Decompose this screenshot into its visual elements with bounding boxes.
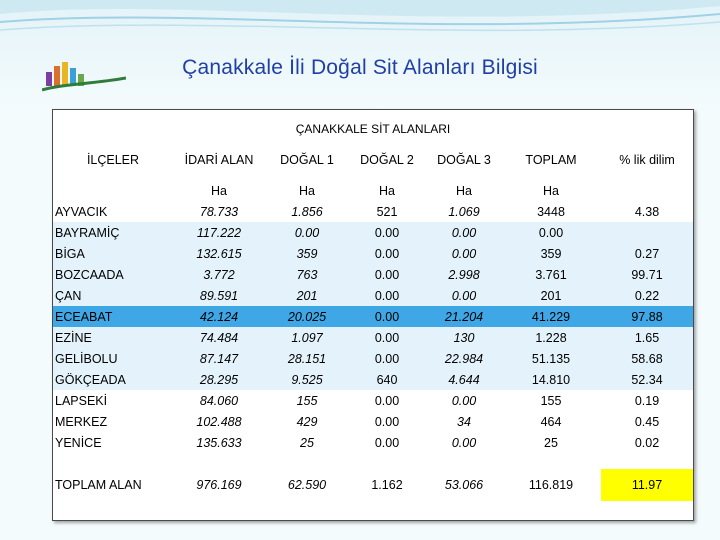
cell-d2: 0.00: [347, 285, 427, 306]
unit-cell: Ha: [347, 180, 427, 201]
column-header: % lik dilim: [619, 152, 675, 167]
table-row: [53, 432, 693, 453]
cell-toplam: 1.228: [501, 327, 601, 348]
unit-cell: Ha: [267, 180, 347, 201]
cell-d1: 25: [267, 432, 347, 453]
cell-pct: 4.38: [601, 201, 693, 222]
column-header: İLÇELER: [86, 153, 140, 167]
cell-idari: 84.060: [171, 390, 267, 411]
cell-idari: 74.484: [171, 327, 267, 348]
cell-idari: 78.733: [171, 201, 267, 222]
cell-ilce: ÇAN: [53, 285, 171, 306]
cell-d2: 0.00: [347, 264, 427, 285]
cell-d1: 1.856: [267, 201, 347, 222]
cell-d2: 0.00: [347, 411, 427, 432]
cell-toplam: 0.00: [501, 222, 601, 243]
cell-d2: 0.00: [347, 432, 427, 453]
cell-ilce: EZİNE: [53, 327, 171, 348]
table-row: [53, 243, 693, 264]
cell-toplam: 359: [501, 243, 601, 264]
cell-toplam: 155: [501, 390, 601, 411]
unit-cell: Ha: [427, 180, 501, 201]
cell-d3: 1.069: [427, 201, 501, 222]
cell-d2: 640: [347, 369, 427, 390]
cell-d1: 28.151: [267, 348, 347, 369]
cell-ilce: ECEABAT: [53, 306, 171, 327]
cell-d1: 9.525: [267, 369, 347, 390]
unit-cell: Ha: [501, 180, 601, 201]
cell-pct: 99.71: [601, 264, 693, 285]
cell-d1: 359: [267, 243, 347, 264]
table-row: [53, 348, 693, 369]
cell-ilce: BAYRAMİÇ: [53, 222, 171, 243]
units-row: [53, 180, 693, 201]
cell-toplam: 41.229: [501, 306, 601, 327]
cell-d2: 0.00: [347, 348, 427, 369]
cell-ilce: MERKEZ: [53, 411, 171, 432]
total-ilce: TOPLAM ALAN: [53, 469, 171, 501]
cell-ilce: GÖKÇEADA: [53, 369, 171, 390]
cell-d1: 0.00: [267, 222, 347, 243]
total-d3: 53.066: [427, 469, 501, 501]
cell-d2: 0.00: [347, 222, 427, 243]
cell-d2: 0.00: [347, 390, 427, 411]
cell-idari: 102.488: [171, 411, 267, 432]
cell-pct: 0.22: [601, 285, 693, 306]
column-header: DOĞAL 1: [280, 153, 334, 167]
cell-d3: 0.00: [427, 243, 501, 264]
table-row: [53, 264, 693, 285]
cell-d2: 0.00: [347, 306, 427, 327]
table-row: [53, 390, 693, 411]
cell-toplam: 51.135: [501, 348, 601, 369]
cell-ilce: LAPSEKİ: [53, 390, 171, 411]
cell-d3: 0.00: [427, 222, 501, 243]
cell-d2: 0.00: [347, 327, 427, 348]
cell-d1: 155: [267, 390, 347, 411]
total-idari: 976.169: [171, 469, 267, 501]
cell-d1: 20.025: [267, 306, 347, 327]
table-row: [53, 222, 693, 243]
cell-d2: 521: [347, 201, 427, 222]
cell-idari: 117.222: [171, 222, 267, 243]
cell-pct: 52.34: [601, 369, 693, 390]
sit-alanlari-table: [53, 140, 693, 501]
cell-d1: 429: [267, 411, 347, 432]
total-toplam: 116.819: [501, 469, 601, 501]
total-d1: 62.590: [267, 469, 347, 501]
cell-pct: 97.88: [601, 306, 693, 327]
total-pct: 11.97: [601, 469, 693, 501]
cell-idari: 28.295: [171, 369, 267, 390]
header-row: [53, 140, 693, 180]
cell-pct: 0.45: [601, 411, 693, 432]
table-row: [53, 327, 693, 348]
cell-toplam: 3448: [501, 201, 601, 222]
cell-d3: 2.998: [427, 264, 501, 285]
cell-toplam: 3.761: [501, 264, 601, 285]
table-row: [53, 201, 693, 222]
cell-pct: [601, 222, 693, 243]
table-row: [53, 369, 693, 390]
column-header: DOĞAL 2: [360, 153, 414, 167]
unit-cell: [53, 180, 171, 201]
spacer-row: [53, 453, 693, 469]
cell-toplam: 25: [501, 432, 601, 453]
cell-pct: 58.68: [601, 348, 693, 369]
cell-d3: 34: [427, 411, 501, 432]
total-row: [53, 469, 693, 501]
cell-d3: 0.00: [427, 390, 501, 411]
cell-ilce: AYVACIK: [53, 201, 171, 222]
column-header: TOPLAM: [525, 153, 577, 167]
cell-pct: 1.65: [601, 327, 693, 348]
table-row: [53, 411, 693, 432]
unit-cell: Ha: [171, 180, 267, 201]
cell-idari: 3.772: [171, 264, 267, 285]
cell-idari: 132.615: [171, 243, 267, 264]
table-row: [53, 285, 693, 306]
cell-pct: 0.02: [601, 432, 693, 453]
cell-ilce: YENİCE: [53, 432, 171, 453]
cell-toplam: 464: [501, 411, 601, 432]
cell-toplam: 201: [501, 285, 601, 306]
cell-pct: 0.19: [601, 390, 693, 411]
table-title: ÇANAKKALE SİT ALANLARI: [295, 122, 451, 136]
cell-ilce: BİGA: [53, 243, 171, 264]
cell-d3: 22.984: [427, 348, 501, 369]
cell-toplam: 14.810: [501, 369, 601, 390]
cell-d1: 1.097: [267, 327, 347, 348]
column-header: İDARİ ALAN: [184, 153, 254, 167]
cell-idari: 42.124: [171, 306, 267, 327]
table-panel: [52, 109, 694, 521]
cell-idari: 135.633: [171, 432, 267, 453]
cell-d2: 0.00: [347, 243, 427, 264]
column-header: DOĞAL 3: [437, 153, 491, 167]
unit-cell: [601, 180, 693, 201]
cell-d3: 0.00: [427, 285, 501, 306]
cell-d1: 763: [267, 264, 347, 285]
cell-d3: 4.644: [427, 369, 501, 390]
header-swoosh-decoration: [0, 0, 720, 60]
cell-d1: 201: [267, 285, 347, 306]
table-row: [53, 306, 693, 327]
cell-idari: 89.591: [171, 285, 267, 306]
cell-d3: 130: [427, 327, 501, 348]
cell-idari: 87.147: [171, 348, 267, 369]
total-d2: 1.162: [347, 469, 427, 501]
page-title: Çanakkale İli Doğal Sit Alanları Bilgisi: [182, 56, 538, 79]
cell-d3: 21.204: [427, 306, 501, 327]
cell-pct: 0.27: [601, 243, 693, 264]
cell-ilce: BOZCAADA: [53, 264, 171, 285]
cell-ilce: GELİBOLU: [53, 348, 171, 369]
cell-d3: 0.00: [427, 432, 501, 453]
